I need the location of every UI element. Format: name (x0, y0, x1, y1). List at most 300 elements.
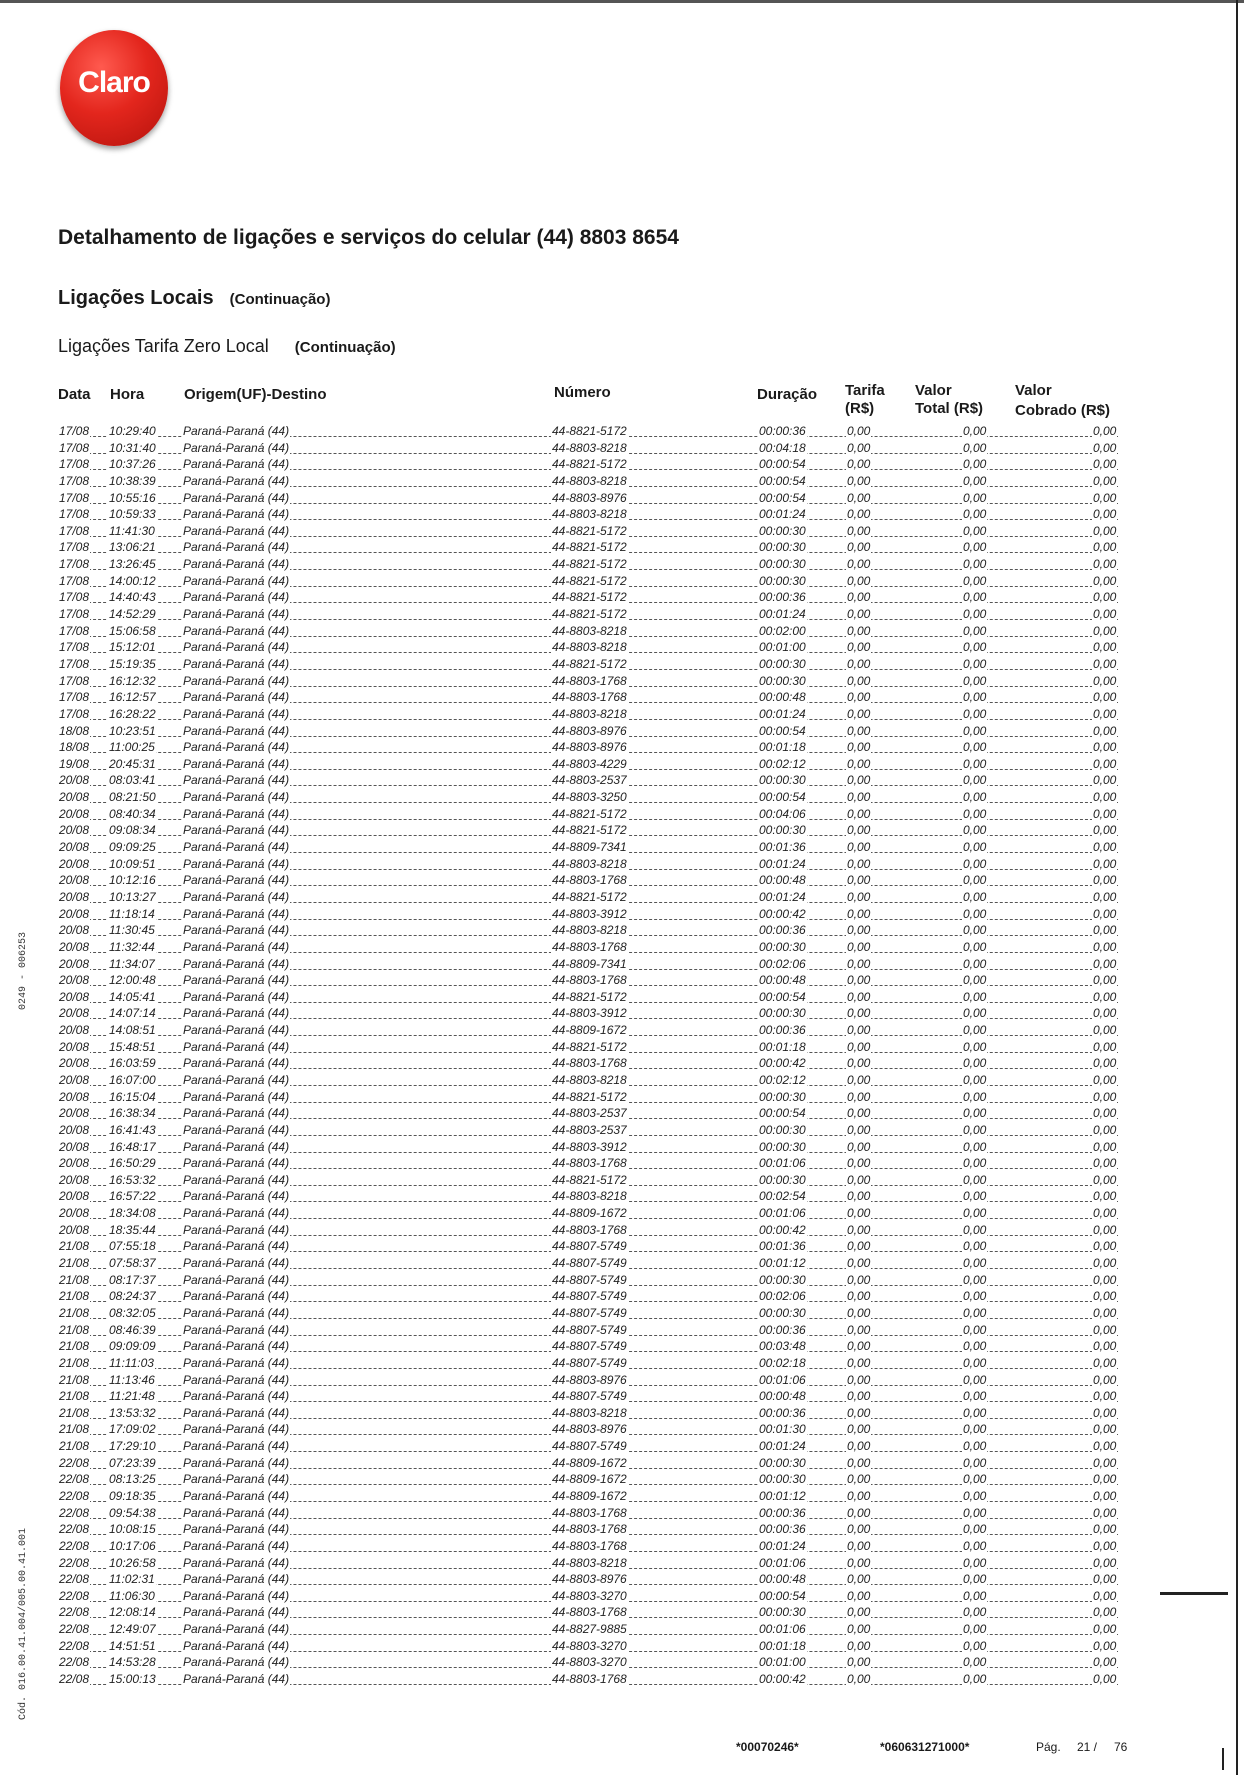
call-total: 0,00 (963, 1389, 987, 1404)
call-total: 0,00 (963, 1256, 987, 1271)
call-duration: 00:00:36 (759, 1405, 806, 1420)
call-origin: Paraná-Paraná (44) (183, 690, 290, 705)
call-duration: 00:00:30 (759, 1305, 806, 1320)
call-number: 44-8803-3270 (552, 1588, 627, 1603)
call-charged: 0,00 (1093, 1605, 1117, 1620)
call-number: 44-8803-8976 (552, 1372, 627, 1387)
call-origin: Paraná-Paraná (44) (183, 1572, 290, 1587)
call-date: 22/08 (59, 1622, 90, 1637)
call-time: 13:26:45 (109, 557, 156, 572)
call-date: 21/08 (59, 1256, 90, 1271)
logo-text: Claro (78, 66, 150, 99)
call-origin: Paraná-Paraná (44) (183, 1505, 290, 1520)
call-time: 08:24:37 (109, 1289, 156, 1304)
call-charged: 0,00 (1093, 873, 1117, 888)
call-tariff: 0,00 (847, 1039, 871, 1054)
call-charged: 0,00 (1093, 1672, 1117, 1687)
call-origin: Paraná-Paraná (44) (183, 1622, 290, 1637)
call-tariff: 0,00 (847, 1006, 871, 1021)
call-charged: 0,00 (1093, 1089, 1117, 1104)
call-charged: 0,00 (1093, 1072, 1117, 1087)
barcode-code-2: *060631271000* (880, 1740, 970, 1754)
call-number: 44-8803-2537 (552, 1106, 627, 1121)
call-total: 0,00 (963, 507, 987, 522)
table-row (0, 890, 1244, 907)
call-charged: 0,00 (1093, 1322, 1117, 1337)
call-charged: 0,00 (1093, 1505, 1117, 1520)
call-origin: Paraná-Paraná (44) (183, 1522, 290, 1537)
table-row (0, 1639, 1244, 1656)
call-charged: 0,00 (1093, 840, 1117, 855)
call-date: 17/08 (59, 424, 90, 438)
call-origin: Paraná-Paraná (44) (183, 673, 290, 688)
table-row (0, 807, 1244, 824)
call-number: 44-8803-8976 (552, 490, 627, 505)
call-number: 44-8803-3270 (552, 1655, 627, 1670)
call-duration: 00:00:54 (759, 1106, 806, 1121)
call-tariff: 0,00 (847, 756, 871, 771)
call-tariff: 0,00 (847, 1572, 871, 1587)
call-total: 0,00 (963, 1206, 987, 1221)
call-number: 44-8821-5172 (552, 573, 627, 588)
call-time: 08:03:41 (109, 773, 156, 788)
call-origin: Paraná-Paraná (44) (183, 523, 290, 538)
call-time: 09:08:34 (109, 823, 156, 838)
call-time: 09:09:09 (109, 1339, 156, 1354)
call-date: 20/08 (59, 806, 90, 821)
call-time: 10:29:40 (109, 424, 156, 438)
call-number: 44-8803-2537 (552, 773, 627, 788)
call-duration: 00:01:06 (759, 1622, 806, 1637)
table-row (0, 574, 1244, 591)
call-charged: 0,00 (1093, 1172, 1117, 1187)
call-date: 17/08 (59, 573, 90, 588)
call-date: 20/08 (59, 840, 90, 855)
call-time: 12:00:48 (109, 973, 156, 988)
section-heading (58, 287, 330, 310)
call-charged: 0,00 (1093, 889, 1117, 904)
call-origin: Paraná-Paraná (44) (183, 1389, 290, 1404)
call-tariff: 0,00 (847, 1139, 871, 1154)
call-total: 0,00 (963, 706, 987, 721)
call-total: 0,00 (963, 989, 987, 1004)
call-tariff: 0,00 (847, 1672, 871, 1687)
call-tariff: 0,00 (847, 1355, 871, 1370)
call-tariff: 0,00 (847, 989, 871, 1004)
call-duration: 00:00:30 (759, 656, 806, 671)
call-time: 16:53:32 (109, 1172, 156, 1187)
call-tariff: 0,00 (847, 490, 871, 505)
call-duration: 00:01:24 (759, 856, 806, 871)
call-time: 11:13:46 (109, 1372, 155, 1387)
call-tariff: 0,00 (847, 1588, 871, 1603)
call-number: 44-8803-4229 (552, 756, 627, 771)
call-time: 11:21:48 (109, 1389, 155, 1404)
call-total: 0,00 (963, 723, 987, 738)
call-date: 17/08 (59, 656, 90, 671)
call-number: 44-8803-1768 (552, 1672, 627, 1687)
col-header-valor-cobrado-2: Cobrado (R$) (1015, 402, 1110, 419)
call-time: 10:38:39 (109, 473, 156, 488)
call-charged: 0,00 (1093, 1555, 1117, 1570)
call-duration: 00:01:24 (759, 1538, 806, 1553)
call-number: 44-8807-5749 (552, 1289, 627, 1304)
table-row (0, 773, 1244, 790)
call-total: 0,00 (963, 1139, 987, 1154)
call-origin: Paraná-Paraná (44) (183, 1672, 290, 1687)
call-origin: Paraná-Paraná (44) (183, 989, 290, 1004)
call-number: 44-8803-3912 (552, 1006, 627, 1021)
call-origin: Paraná-Paraná (44) (183, 706, 290, 721)
claro-logo (60, 30, 168, 146)
table-row (0, 474, 1244, 491)
call-origin: Paraná-Paraná (44) (183, 656, 290, 671)
call-date: 17/08 (59, 540, 90, 555)
call-date: 22/08 (59, 1655, 90, 1670)
call-charged: 0,00 (1093, 706, 1117, 721)
call-total: 0,00 (963, 840, 987, 855)
call-tariff: 0,00 (847, 1322, 871, 1337)
table-row (0, 1489, 1244, 1506)
table-row (0, 707, 1244, 724)
call-time: 14:05:41 (109, 989, 156, 1004)
call-duration: 00:00:48 (759, 1572, 806, 1587)
call-duration: 00:00:30 (759, 823, 806, 838)
call-origin: Paraná-Paraná (44) (183, 1489, 290, 1503)
call-total: 0,00 (963, 806, 987, 821)
call-number: 44-8803-8218 (552, 640, 627, 655)
call-charged: 0,00 (1093, 773, 1117, 788)
call-date: 20/08 (59, 1139, 90, 1154)
call-time: 14:40:43 (109, 590, 156, 605)
call-date: 20/08 (59, 889, 90, 904)
col-header-origem: Origem(UF)-Destino (184, 386, 327, 403)
call-number: 44-8803-8976 (552, 1572, 627, 1587)
table-row (0, 1472, 1244, 1489)
call-date: 19/08 (59, 756, 90, 771)
call-number: 44-8803-8976 (552, 1422, 627, 1437)
call-date: 17/08 (59, 490, 90, 505)
call-charged: 0,00 (1093, 1256, 1117, 1271)
table-row (0, 957, 1244, 974)
call-total: 0,00 (963, 1422, 987, 1437)
call-tariff: 0,00 (847, 690, 871, 705)
call-origin: Paraná-Paraná (44) (183, 1006, 290, 1021)
call-charged: 0,00 (1093, 540, 1117, 555)
call-number: 44-8809-7341 (552, 956, 627, 971)
call-duration: 00:04:06 (759, 806, 806, 821)
call-tariff: 0,00 (847, 640, 871, 655)
call-total: 0,00 (963, 490, 987, 505)
table-row (0, 790, 1244, 807)
call-charged: 0,00 (1093, 1289, 1117, 1304)
col-header-hora: Hora (110, 386, 145, 403)
call-date: 20/08 (59, 923, 90, 938)
call-origin: Paraná-Paraná (44) (183, 723, 290, 738)
call-origin: Paraná-Paraná (44) (183, 1139, 290, 1154)
call-total: 0,00 (963, 557, 987, 572)
call-origin: Paraná-Paraná (44) (183, 424, 290, 438)
call-tariff: 0,00 (847, 1056, 871, 1071)
table-row (0, 674, 1244, 691)
call-charged: 0,00 (1093, 457, 1117, 472)
call-total: 0,00 (963, 740, 987, 755)
call-origin: Paraná-Paraná (44) (183, 1289, 290, 1304)
col-header-valor-total-2: Total (R$) (915, 400, 984, 417)
section-title: Ligações Locais (58, 287, 214, 309)
call-date: 20/08 (59, 989, 90, 1004)
call-total: 0,00 (963, 1472, 987, 1487)
table-row (0, 1073, 1244, 1090)
call-charged: 0,00 (1093, 1405, 1117, 1420)
call-time: 14:08:51 (109, 1023, 156, 1038)
call-duration: 00:00:54 (759, 457, 806, 472)
call-date: 17/08 (59, 706, 90, 721)
table-row (0, 1655, 1244, 1672)
call-origin: Paraná-Paraná (44) (183, 856, 290, 871)
call-total: 0,00 (963, 956, 987, 971)
call-total: 0,00 (963, 1622, 987, 1637)
call-duration: 00:00:54 (759, 790, 806, 805)
call-tariff: 0,00 (847, 507, 871, 522)
call-time: 14:07:14 (109, 1006, 156, 1021)
call-tariff: 0,00 (847, 1172, 871, 1187)
call-date: 20/08 (59, 1039, 90, 1054)
table-row (0, 1323, 1244, 1340)
table-row (0, 1622, 1244, 1639)
call-number: 44-8807-5749 (552, 1339, 627, 1354)
call-charged: 0,00 (1093, 756, 1117, 771)
margin-code-top: 0249 - 006253 (18, 931, 29, 1010)
call-origin: Paraná-Paraná (44) (183, 1172, 290, 1187)
call-number: 44-8803-8218 (552, 1555, 627, 1570)
call-date: 21/08 (59, 1239, 90, 1254)
table-row (0, 457, 1244, 474)
call-origin: Paraná-Paraná (44) (183, 557, 290, 572)
table-row (0, 557, 1244, 574)
call-time: 16:38:34 (109, 1106, 156, 1121)
call-charged: 0,00 (1093, 956, 1117, 971)
call-duration: 00:00:30 (759, 1122, 806, 1137)
call-origin: Paraná-Paraná (44) (183, 973, 290, 988)
call-number: 44-8803-1768 (552, 1538, 627, 1553)
call-time: 11:02:31 (109, 1572, 155, 1587)
call-total: 0,00 (963, 873, 987, 888)
call-tariff: 0,00 (847, 1455, 871, 1470)
call-charged: 0,00 (1093, 1389, 1117, 1404)
call-number: 44-8807-5749 (552, 1389, 627, 1404)
call-number: 44-8807-5749 (552, 1322, 627, 1337)
call-date: 22/08 (59, 1555, 90, 1570)
call-date: 20/08 (59, 1023, 90, 1038)
call-time: 08:40:34 (109, 806, 156, 821)
call-number: 44-8821-5172 (552, 557, 627, 572)
call-number: 44-8803-1768 (552, 690, 627, 705)
call-charged: 0,00 (1093, 1122, 1117, 1137)
call-number: 44-8821-5172 (552, 823, 627, 838)
call-charged: 0,00 (1093, 1372, 1117, 1387)
subsection-title: Ligações Tarifa Zero Local (58, 336, 269, 356)
call-tariff: 0,00 (847, 1339, 871, 1354)
call-duration: 00:00:42 (759, 906, 806, 921)
call-date: 22/08 (59, 1638, 90, 1653)
call-number: 44-8821-5172 (552, 889, 627, 904)
call-charged: 0,00 (1093, 523, 1117, 538)
call-time: 10:13:27 (109, 889, 156, 904)
call-time: 10:17:06 (109, 1538, 156, 1553)
call-time: 16:50:29 (109, 1156, 156, 1171)
table-row (0, 1173, 1244, 1190)
call-total: 0,00 (963, 1522, 987, 1537)
call-number: 44-8807-5749 (552, 1239, 627, 1254)
call-duration: 00:01:36 (759, 1239, 806, 1254)
call-date: 20/08 (59, 906, 90, 921)
call-number: 44-8803-3912 (552, 1139, 627, 1154)
call-duration: 00:00:42 (759, 1056, 806, 1071)
table-row (0, 607, 1244, 624)
call-origin: Paraná-Paraná (44) (183, 490, 290, 505)
call-number: 44-8803-8218 (552, 440, 627, 455)
table-row (0, 757, 1244, 774)
call-number: 44-8821-5172 (552, 540, 627, 555)
call-time: 09:54:38 (109, 1505, 156, 1520)
call-tariff: 0,00 (847, 1505, 871, 1520)
call-number: 44-8821-5172 (552, 1039, 627, 1054)
call-total: 0,00 (963, 590, 987, 605)
call-charged: 0,00 (1093, 923, 1117, 938)
call-number: 44-8807-5749 (552, 1256, 627, 1271)
call-time: 11:41:30 (109, 523, 155, 538)
call-time: 14:53:28 (109, 1655, 156, 1670)
call-duration: 00:00:30 (759, 1455, 806, 1470)
call-time: 20:45:31 (109, 756, 156, 771)
call-time: 11:06:30 (109, 1588, 155, 1603)
call-origin: Paraná-Paraná (44) (183, 1156, 290, 1171)
call-origin: Paraná-Paraná (44) (183, 1405, 290, 1420)
call-charged: 0,00 (1093, 1222, 1117, 1237)
call-tariff: 0,00 (847, 1072, 871, 1087)
call-time: 16:12:32 (109, 673, 156, 688)
call-time: 08:21:50 (109, 790, 156, 805)
call-total: 0,00 (963, 856, 987, 871)
call-origin: Paraná-Paraná (44) (183, 756, 290, 771)
call-time: 16:03:59 (109, 1056, 156, 1071)
call-duration: 00:01:24 (759, 889, 806, 904)
call-total: 0,00 (963, 1489, 987, 1503)
call-charged: 0,00 (1093, 973, 1117, 988)
table-row (0, 690, 1244, 707)
call-date: 20/08 (59, 823, 90, 838)
call-total: 0,00 (963, 1339, 987, 1354)
call-duration: 00:00:48 (759, 1389, 806, 1404)
call-total: 0,00 (963, 440, 987, 455)
call-tariff: 0,00 (847, 856, 871, 871)
call-number: 44-8809-1672 (552, 1489, 627, 1503)
call-total: 0,00 (963, 889, 987, 904)
call-total: 0,00 (963, 1006, 987, 1021)
call-date: 22/08 (59, 1605, 90, 1620)
call-duration: 00:03:48 (759, 1339, 806, 1354)
call-number: 44-8803-8218 (552, 706, 627, 721)
page-total: 76 (1114, 1740, 1128, 1754)
table-row (0, 923, 1244, 940)
table-row (0, 1539, 1244, 1556)
call-duration: 00:00:42 (759, 1672, 806, 1687)
call-number: 44-8803-8218 (552, 473, 627, 488)
margin-code-bottom: Cód. 016.00.41.004/005.00.41.001 (18, 1527, 29, 1720)
call-origin: Paraná-Paraná (44) (183, 1355, 290, 1370)
call-time: 16:07:00 (109, 1072, 156, 1087)
call-charged: 0,00 (1093, 1239, 1117, 1254)
call-origin: Paraná-Paraná (44) (183, 1056, 290, 1071)
call-origin: Paraná-Paraná (44) (183, 873, 290, 888)
call-time: 10:31:40 (109, 440, 156, 455)
call-duration: 00:00:30 (759, 523, 806, 538)
table-row (0, 1605, 1244, 1622)
call-total: 0,00 (963, 1588, 987, 1603)
call-tariff: 0,00 (847, 656, 871, 671)
call-date: 17/08 (59, 507, 90, 522)
call-origin: Paraná-Paraná (44) (183, 806, 290, 821)
call-duration: 00:01:24 (759, 1439, 806, 1454)
call-total: 0,00 (963, 1122, 987, 1137)
call-time: 10:09:51 (109, 856, 156, 871)
call-time: 08:46:39 (109, 1322, 156, 1337)
call-total: 0,00 (963, 1172, 987, 1187)
call-total: 0,00 (963, 473, 987, 488)
call-number: 44-8803-3912 (552, 906, 627, 921)
call-charged: 0,00 (1093, 1522, 1117, 1537)
call-total: 0,00 (963, 1072, 987, 1087)
call-duration: 00:00:30 (759, 1139, 806, 1154)
call-number: 44-8803-3250 (552, 790, 627, 805)
call-time: 15:00:13 (109, 1672, 156, 1687)
call-origin: Paraná-Paraná (44) (183, 939, 290, 954)
call-origin: Paraná-Paraná (44) (183, 1122, 290, 1137)
call-tariff: 0,00 (847, 956, 871, 971)
call-tariff: 0,00 (847, 740, 871, 755)
call-origin: Paraná-Paraná (44) (183, 1039, 290, 1054)
call-total: 0,00 (963, 623, 987, 638)
call-time: 17:09:02 (109, 1422, 156, 1437)
table-row (0, 1356, 1244, 1373)
call-total: 0,00 (963, 1372, 987, 1387)
call-date: 17/08 (59, 440, 90, 455)
call-tariff: 0,00 (847, 790, 871, 805)
call-date: 20/08 (59, 1089, 90, 1104)
call-duration: 00:02:12 (759, 756, 806, 771)
call-date: 20/08 (59, 1056, 90, 1071)
call-number: 44-8809-7341 (552, 840, 627, 855)
call-date: 21/08 (59, 1422, 90, 1437)
call-tariff: 0,00 (847, 973, 871, 988)
call-date: 17/08 (59, 640, 90, 655)
table-row (0, 873, 1244, 890)
table-row (0, 1306, 1244, 1323)
call-number: 44-8803-8218 (552, 623, 627, 638)
call-date: 20/08 (59, 973, 90, 988)
call-total: 0,00 (963, 424, 987, 438)
call-origin: Paraná-Paraná (44) (183, 1638, 290, 1653)
call-charged: 0,00 (1093, 1106, 1117, 1121)
table-row (0, 1456, 1244, 1473)
call-date: 20/08 (59, 1206, 90, 1221)
call-origin: Paraná-Paraná (44) (183, 906, 290, 921)
call-tariff: 0,00 (847, 1222, 871, 1237)
call-number: 44-8809-1672 (552, 1023, 627, 1038)
call-duration: 00:01:36 (759, 840, 806, 855)
call-duration: 00:01:12 (759, 1489, 806, 1503)
